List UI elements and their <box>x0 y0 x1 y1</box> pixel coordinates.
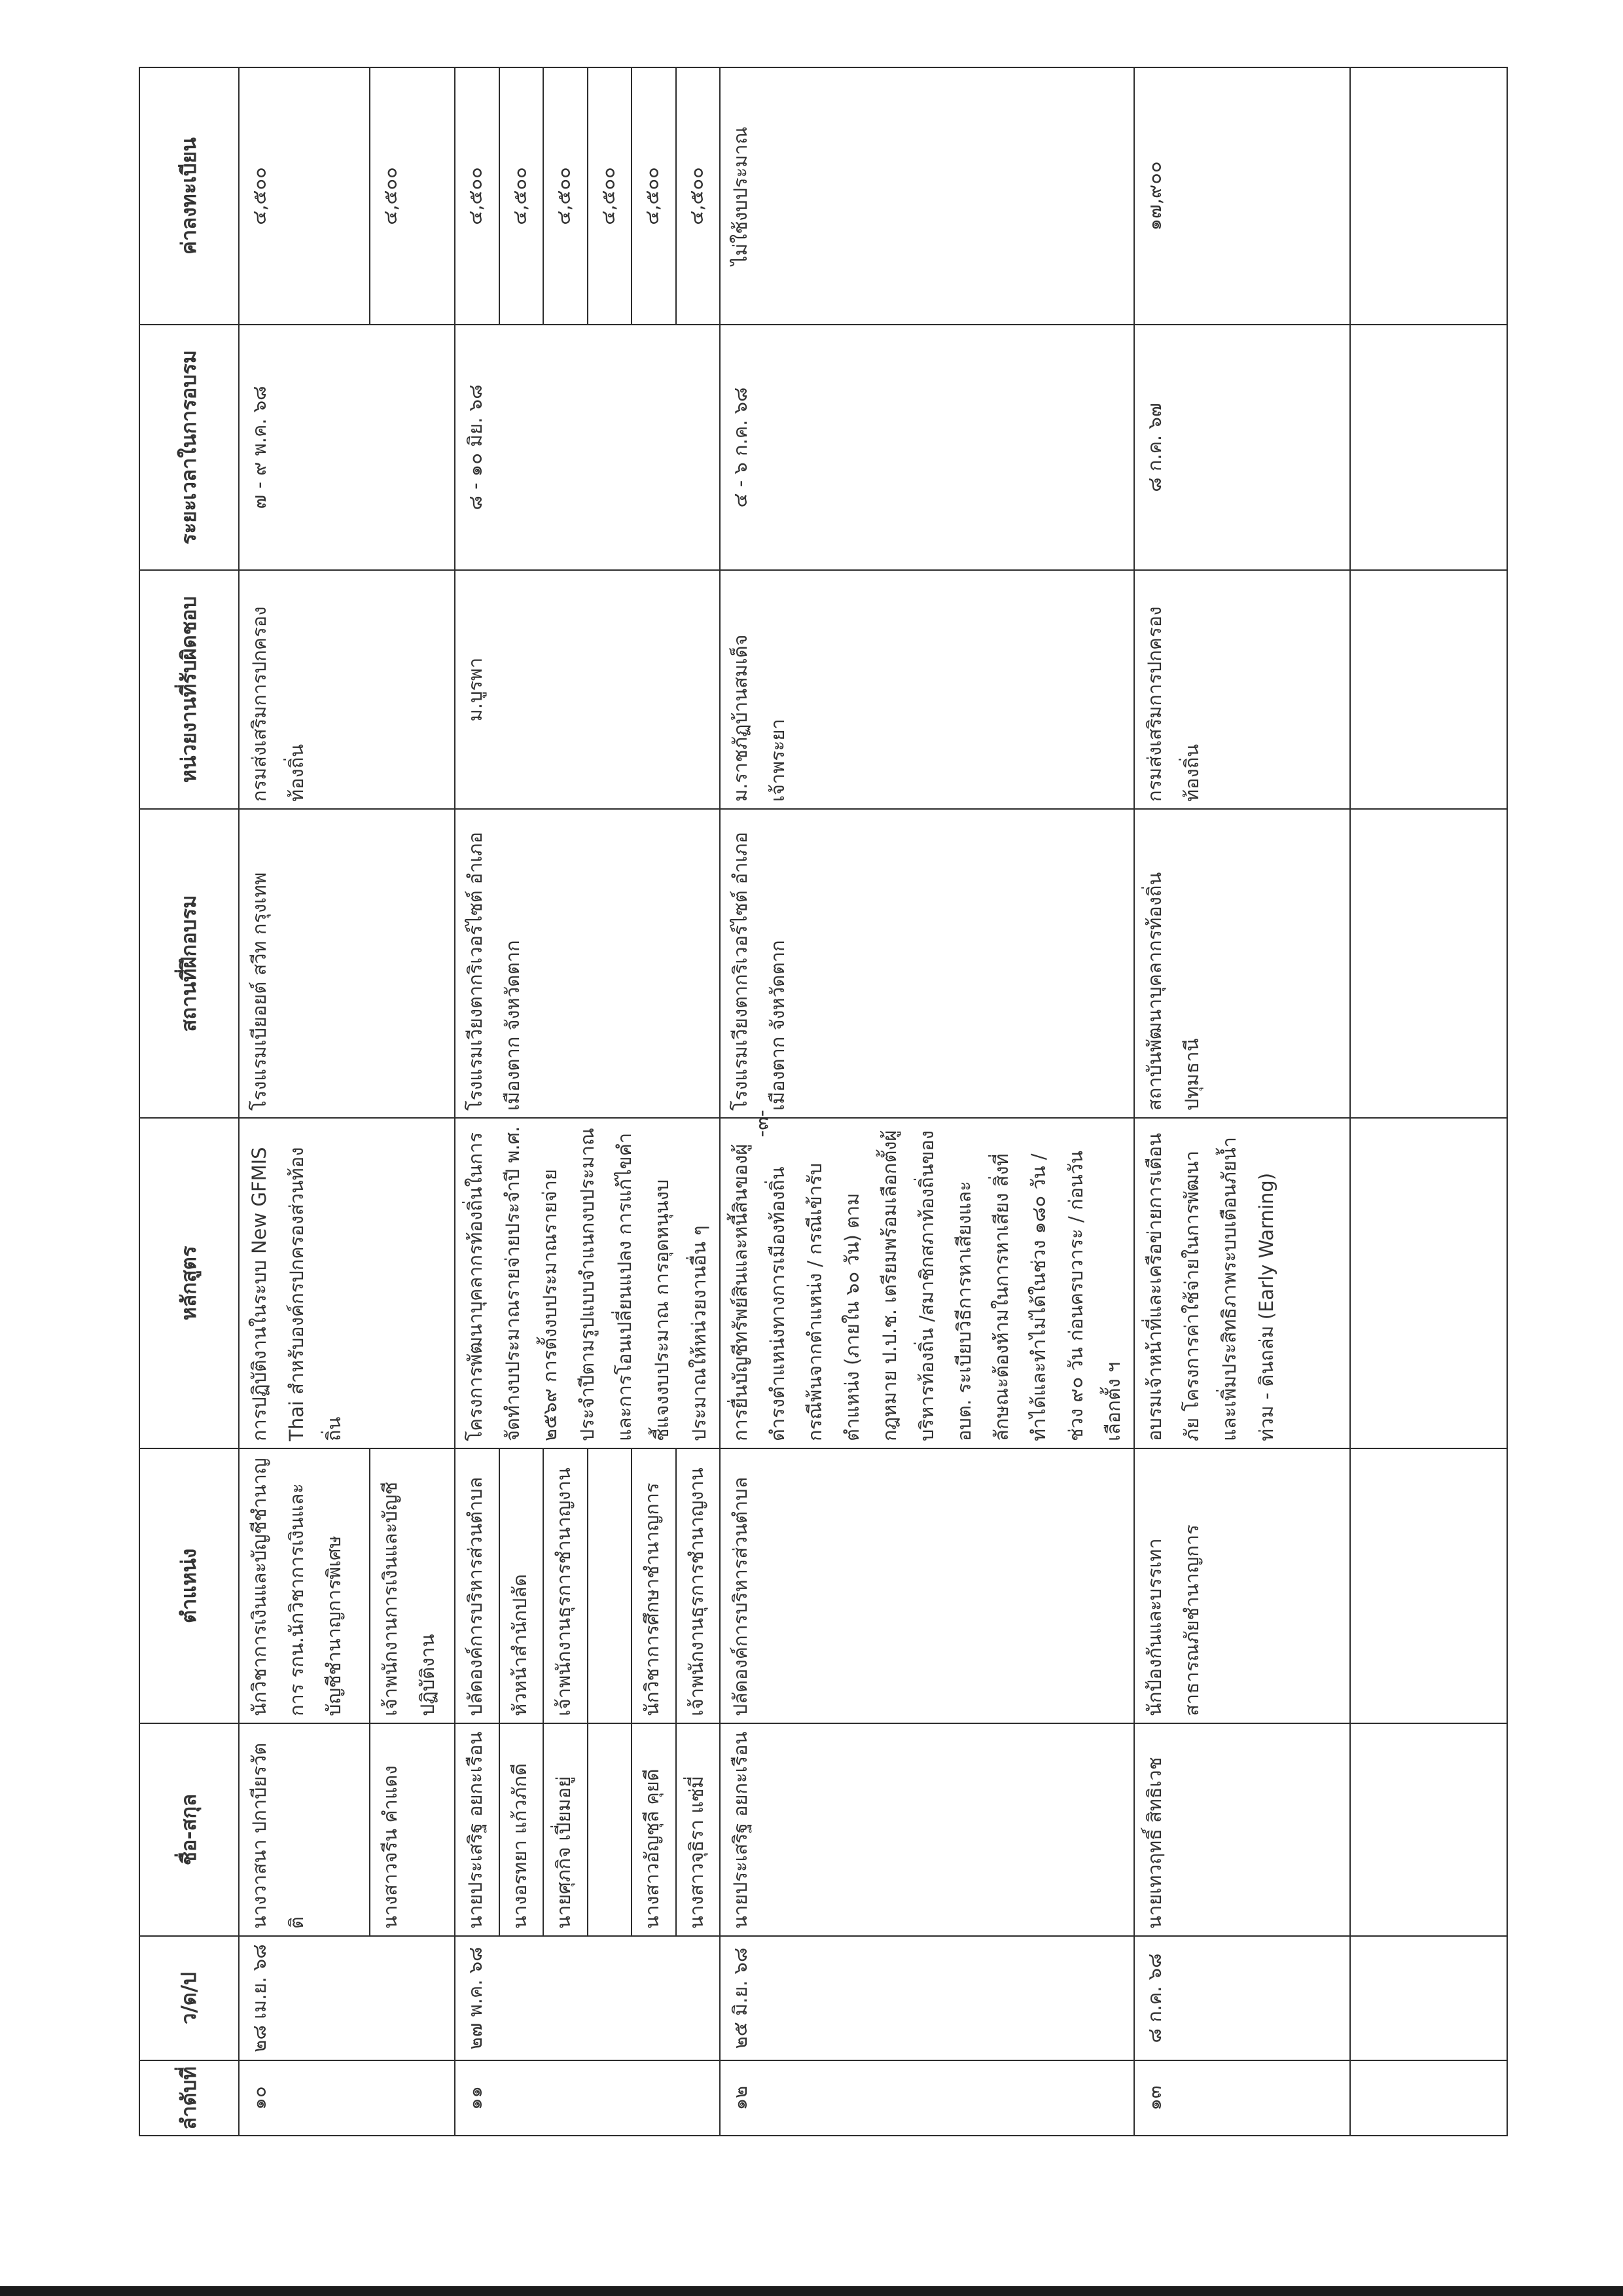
row-fee: ๔,๕๐๐ <box>632 67 676 325</box>
rotated-table-container <box>139 68 1448 2136</box>
table-row <box>720 67 1134 2136</box>
header-agency: หน่วยงานที่รับผิดชอบ <box>139 570 239 809</box>
row-fee: ไม่ใช้งบประมาณ <box>720 67 1134 325</box>
row-position: เจ้าพนักงานธุรการชำนาญงาน <box>543 1448 588 1723</box>
row-course: โครงการพัฒนาบุคลากรท้องถิ่นในการจัดทำงบประมาณรายจ่ายประจำปี พ.ศ. ๒๕๖๙ การตั้งงบประมาณรายจ่ายประจำปีตามรูปแบบจำแนกงบประมาณและการโอนเปลี่ยนแปลง การแก้ไขคำชี้แจงงบประมาณ การอุดหนุนงบประมาณให้หน่วยงานอื่น ๆ <box>455 1118 720 1448</box>
blank-cell <box>1350 1448 1507 1723</box>
row-name: นายเทวฤทธิ์ สิทธิเวช <box>1134 1723 1350 1936</box>
row-position: ปลัดองค์การบริหารส่วนตำบล <box>720 1448 1134 1723</box>
row-position: ปลัดองค์การบริหารส่วนตำบล <box>455 1448 499 1723</box>
row-no: ๑๓ <box>1134 2060 1350 2136</box>
row-position: นักวิชาการศึกษาชำนาญการ <box>632 1448 676 1723</box>
row-fee: ๔,๕๐๐ <box>370 67 455 325</box>
row-name: นายประเสริฐ อยกะเรือน <box>720 1723 1134 1936</box>
row-venue: โรงแรมเบียอยต์ สวีท กรุงเทพ <box>239 809 455 1118</box>
row-no: ๑๐ <box>239 2060 455 2136</box>
row-fee: ๔,๕๐๐ <box>676 67 721 325</box>
header-venue: สถานที่ฝึกอบรม <box>139 809 239 1118</box>
row-no: ๑๒ <box>720 2060 1134 2136</box>
row-position: หัวหน้าสำนักปลัด <box>499 1448 544 1723</box>
row-name: นายศุภกิจ เปี่ยมอยู่ <box>543 1723 588 1936</box>
row-agency: ม.ราชภัฏบ้านสมเด็จเจ้าพระยา <box>720 570 1134 809</box>
table-row <box>1134 67 1350 2136</box>
row-fee: ๔,๕๐๐ <box>455 67 499 325</box>
row-fee: ๔,๕๐๐ <box>588 67 632 325</box>
row-duration: ๔ - ๖ ก.ค. ๖๘ <box>720 325 1134 570</box>
header-name: ชื่อ-สกุล <box>139 1723 239 1936</box>
training-table <box>139 67 1508 2136</box>
blank-cell <box>1350 67 1507 325</box>
row-name: นางสาวจุธิรา แซ่มี่ <box>676 1723 721 1936</box>
row-course: การยื่นบัญชีทรัพย์สินและหนี้สินของผู้ดำรงตำแหน่งทางการเมืองท้องถิ่น กรณีพ้นจากตำแหน่ง / กรณีเข้ารับตำแหน่ง (ภายใน ๖๐ วัน) ตามกฎหมาย ป.ป.ช. เตรียมพร้อมเลือกตั้งผู้บริหารท้องถิ่น /สมาชิกสภาท้องถิ่นของ อบต. ระเบียบวิธีการหาเสียงและลักษณะต้องห้ามในการหาเสียง สิ่งที่ทำได้และทำไม่ได้ในช่วง ๑๘๐ วัน / ช่วง ๙๐ วัน ก่อนครบวาระ / ก่อนวันเลือกตั้ง ฯ <box>720 1118 1134 1448</box>
header-fee: ค่าลงทะเบียน <box>139 67 239 325</box>
row-venue: โรงแรมเวียงตากริเวอร์ไซต์ อำเภอเมืองตาก จังหวัดตาก <box>720 809 1134 1118</box>
header-row <box>139 67 239 2136</box>
blank-cell <box>1350 1936 1507 2060</box>
row-duration: ๘ ก.ค. ๖๗ <box>1134 325 1350 570</box>
header-no: ลำดับที่ <box>139 2060 239 2136</box>
blank-cell <box>1350 570 1507 809</box>
header-duration: ระยะเวลาในการอบรม <box>139 325 239 570</box>
row-name: นางวาสนา ปกาบียรวัตติ <box>239 1723 370 1936</box>
row-position: นักวิชาการเงินและบัญชีชำนาญการ รกน.นักวิชาการเงินและบัญชีชำนาญการพิเศษ <box>239 1448 370 1723</box>
row-position <box>588 1448 632 1723</box>
blank-cell <box>1350 325 1507 570</box>
blank-cell <box>1350 1723 1507 1936</box>
row-agency: ม.บูรพา <box>455 570 720 809</box>
table-row <box>455 67 499 2136</box>
row-date: ๒๘ เม.ย. ๖๘ <box>239 1936 455 2060</box>
page-number: -๓- <box>750 1109 774 1138</box>
row-date: ๒๕ มิ.ย. ๖๘ <box>720 1936 1134 2060</box>
table-row <box>239 67 370 2136</box>
row-date: ๒๗ พ.ค. ๖๘ <box>455 1936 720 2060</box>
header-date: ว/ด/ป <box>139 1936 239 2060</box>
row-date: ๘ ก.ค. ๖๘ <box>1134 1936 1350 2060</box>
header-position: ตำแหน่ง <box>139 1448 239 1723</box>
row-name: นางสาวจรีน คำแดง <box>370 1723 455 1936</box>
row-duration: ๘ - ๑๐ มิย. ๖๘ <box>455 325 720 570</box>
row-fee: ๔,๕๐๐ <box>239 67 370 325</box>
row-agency: กรมส่งเสริมการปกครองท้องถิ่น <box>1134 570 1350 809</box>
row-fee: ๔,๕๐๐ <box>499 67 544 325</box>
header-course: หลักสูตร <box>139 1118 239 1448</box>
row-venue: สถาบันพัฒนาบุคลากรท้องถิ่น ปทุมธานี <box>1134 809 1350 1118</box>
row-fee: ๔,๕๐๐ <box>543 67 588 325</box>
row-name: นางสาวอัญชุลี คุยดี <box>632 1723 676 1936</box>
row-duration: ๗ - ๙ พ.ค. ๖๘ <box>239 325 455 570</box>
row-fee: ๑๗,๙๐๐ <box>1134 67 1350 325</box>
row-name: นางอรทยา แก้วภักดี <box>499 1723 544 1936</box>
row-position: เจ้าพนักงานธุรการชำนาญงาน <box>676 1448 721 1723</box>
row-venue: โรงแรมเวียงตากริเวอร์ไซต์ อำเภอเมืองตาก จังหวัดตาก <box>455 809 720 1118</box>
row-agency: กรมส่งเสริมการปกครองท้องถิ่น <box>239 570 455 809</box>
blank-cell <box>1350 809 1507 1118</box>
scan-bottom-edge <box>0 2286 1623 2296</box>
row-name: นายประเสริฐ อยกะเรือน <box>455 1723 499 1936</box>
row-position: นักป้องกันและบรรเทาสาธารณภัยชำนาญการ <box>1134 1448 1350 1723</box>
row-position: เจ้าพนักงานการเงินและบัญชีปฏิบัติงาน <box>370 1448 455 1723</box>
row-name <box>588 1723 632 1936</box>
row-course: อบรมเจ้าหน้าที่และเครือข่ายการเตือนภัย โครงการค่าใช้จ่ายในการพัฒนาและเพิ่มประสิทธิภาพระบบเตือนภัยน้ำท่วม - ดินถล่ม (Early Warning) <box>1134 1118 1350 1448</box>
row-course: การปฏิบัติงานในระบบ New GFMIS Thai สำหรับองค์กรปกครองส่วนท้องถิ่น <box>239 1118 455 1448</box>
blank-cell <box>1350 1118 1507 1448</box>
row-no: ๑๑ <box>455 2060 720 2136</box>
blank-cell <box>1350 2060 1507 2136</box>
blank-row <box>1350 67 1507 2136</box>
